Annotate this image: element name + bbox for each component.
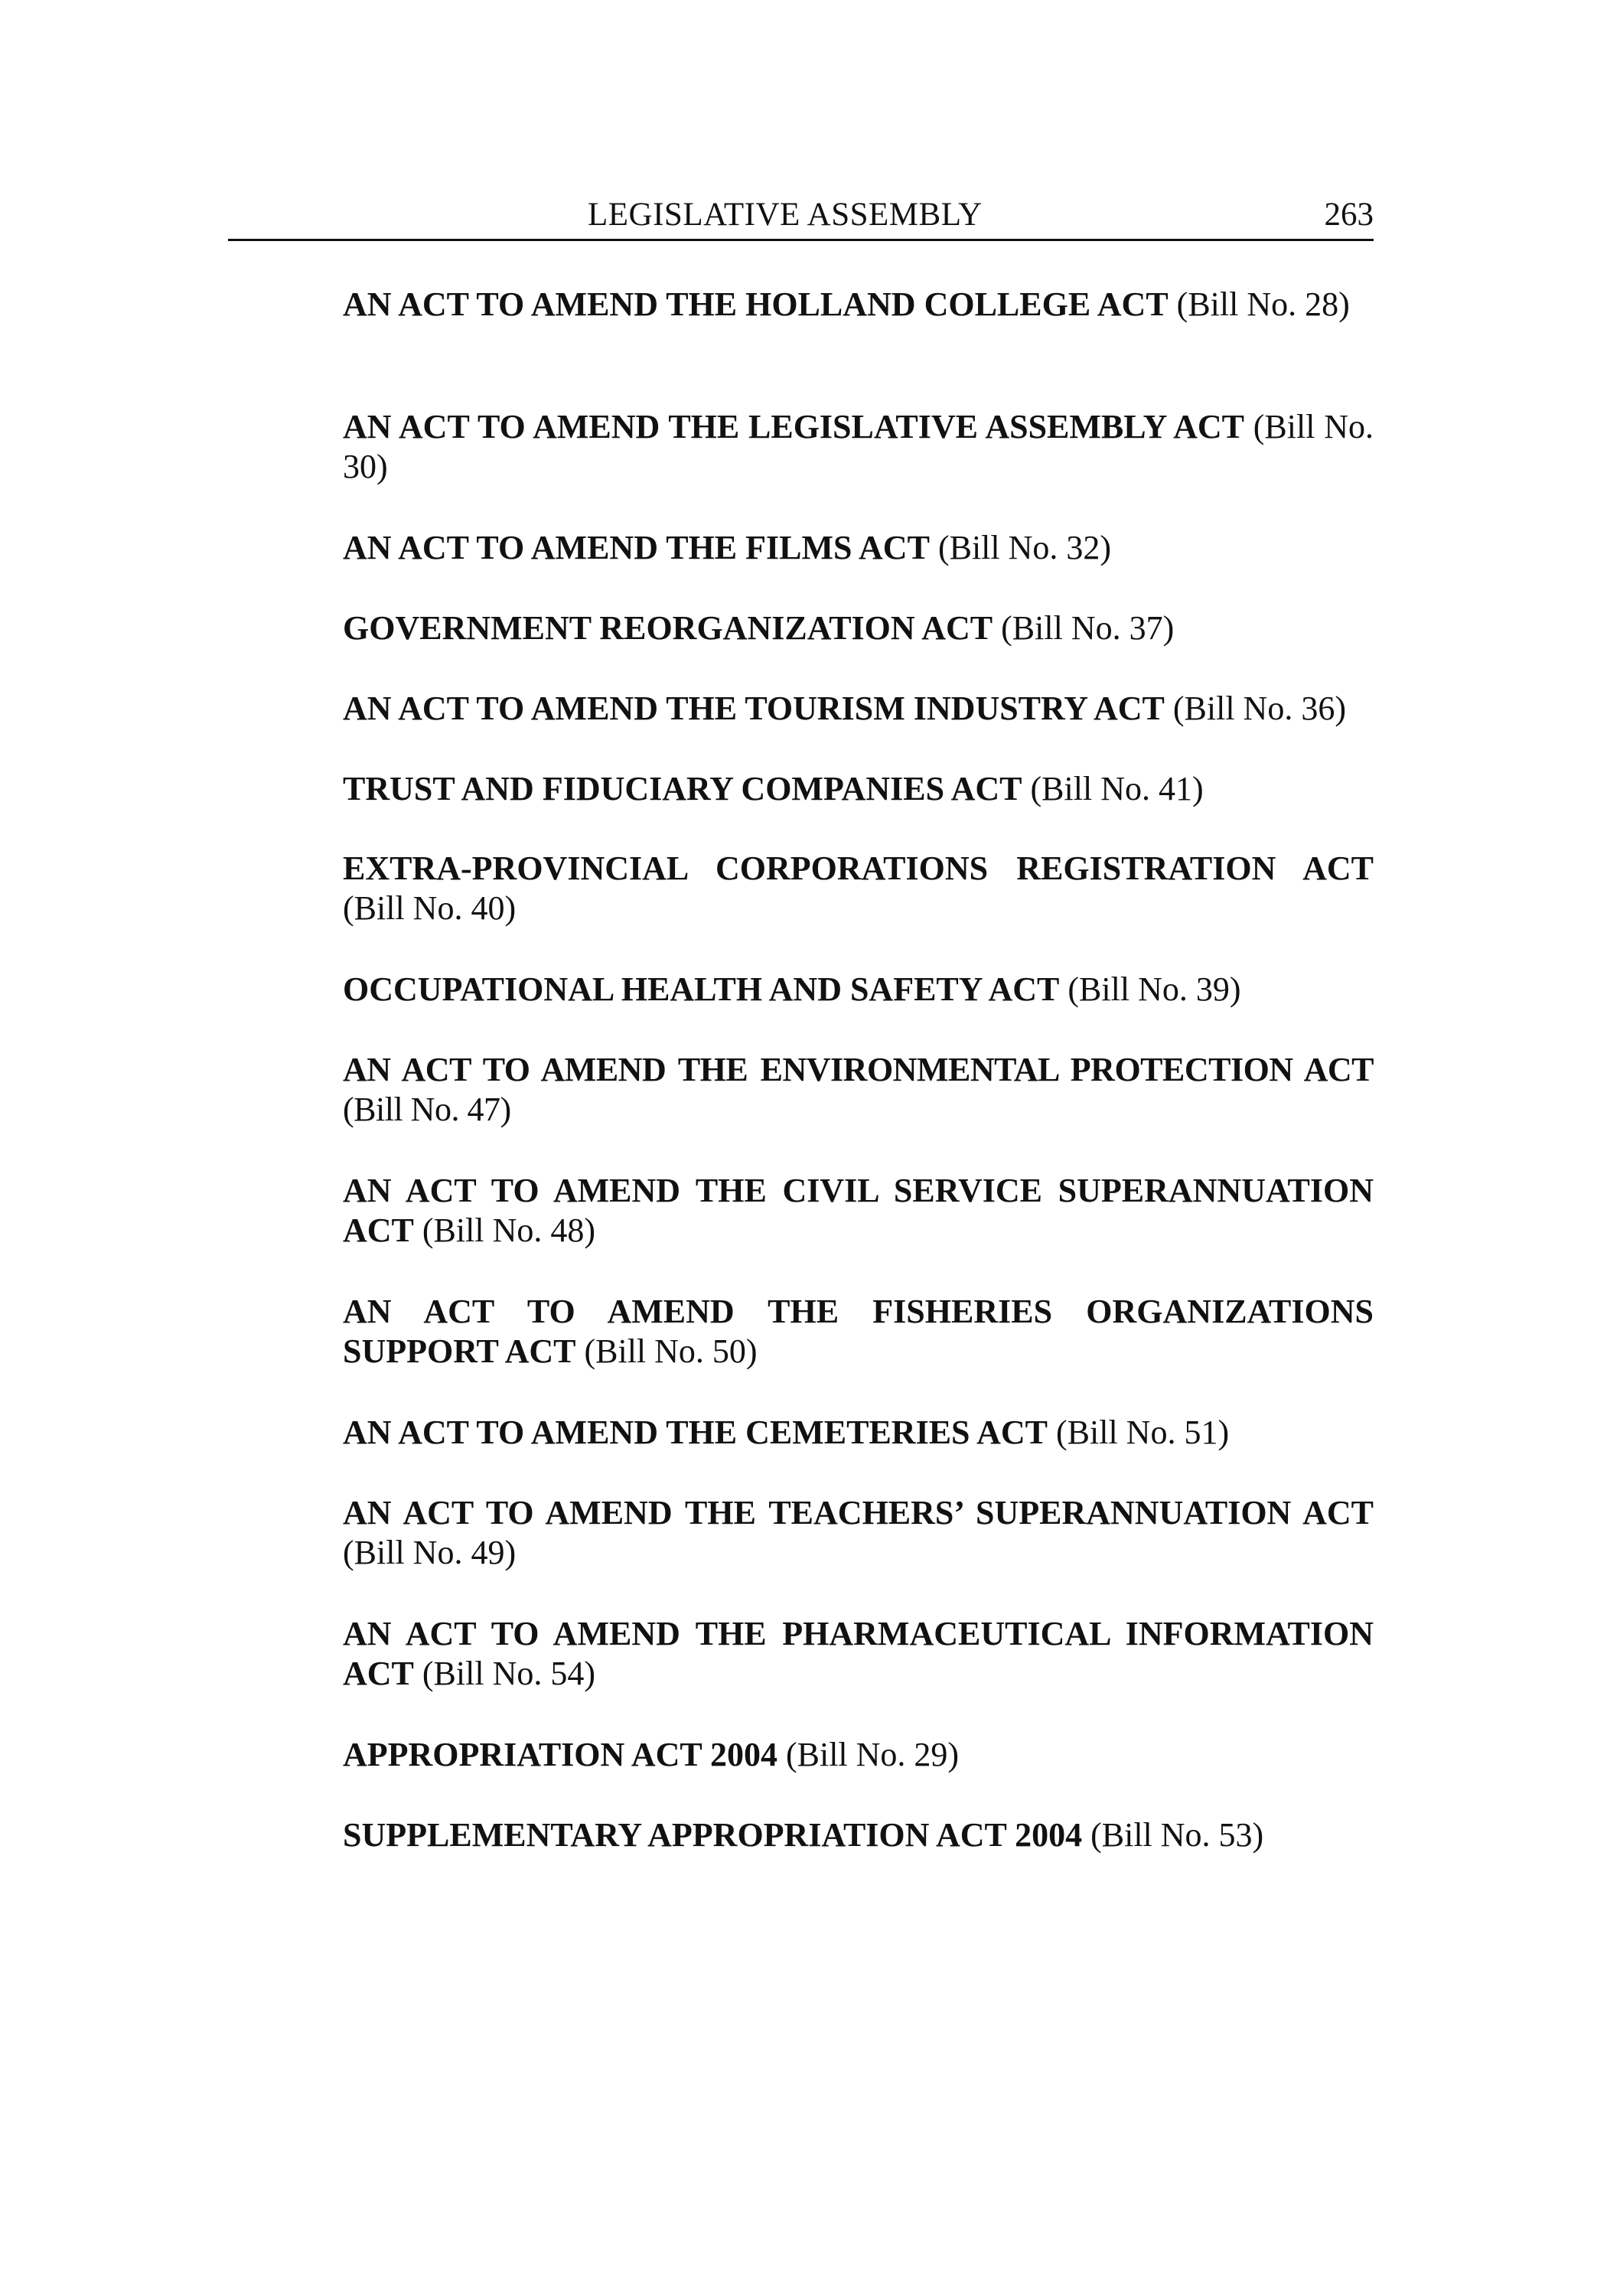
bill-entry [343, 407, 1374, 487]
bill-number: (Bill No. 47) [343, 1091, 511, 1128]
act-title: EXTRA-PROVINCIAL CORPORATIONS REGISTRATION ACT [343, 850, 1374, 887]
act-title: AN ACT TO AMEND THE FILMS ACT [343, 529, 930, 566]
act-title: AN ACT TO AMEND THE LEGISLATIVE ASSEMBLY ACT [343, 408, 1244, 445]
bill-entry [343, 970, 1374, 1009]
bill-entry [343, 1493, 1374, 1573]
act-title: AN ACT TO AMEND THE PHARMACEUTICAL INFORMATION ACT [343, 1615, 1374, 1692]
bill-number: (Bill No. 48) [422, 1212, 596, 1249]
bill-number: (Bill No. 41) [1030, 770, 1204, 807]
act-title: AN ACT TO AMEND THE CEMETERIES ACT [343, 1414, 1048, 1451]
bill-number: (Bill No. 49) [343, 1534, 517, 1571]
bill-entry [343, 1171, 1374, 1251]
act-title: SUPPLEMENTARY APPROPRIATION ACT 2004 [343, 1816, 1083, 1854]
bill-entry [343, 849, 1374, 928]
bill-number: (Bill No. 53) [1090, 1816, 1264, 1854]
act-title: AN ACT TO AMEND THE ENVIRONMENTAL PROTECTION ACT [343, 1051, 1374, 1088]
bill-number: (Bill No. 54) [422, 1655, 596, 1692]
bill-entry [343, 1050, 1374, 1130]
bill-number: (Bill No. 51) [1056, 1414, 1230, 1451]
bill-number: (Bill No. 32) [937, 529, 1112, 566]
bill-entry [343, 1735, 1374, 1775]
bill-number: (Bill No. 40) [343, 889, 517, 927]
act-title: AN ACT TO AMEND THE FISHERIES ORGANIZATIONS SUPPORT ACT [343, 1293, 1374, 1370]
page-number: 263 [1324, 197, 1374, 233]
act-title: AN ACT TO AMEND THE HOLLAND COLLEGE ACT [343, 285, 1169, 323]
bill-number: (Bill No. 36) [1172, 690, 1346, 727]
act-title: APPROPRIATION ACT 2004 [343, 1736, 777, 1773]
act-title: GOVERNMENT REORGANIZATION ACT [343, 609, 993, 647]
bill-number: (Bill No. 39) [1068, 970, 1241, 1008]
header-rule [228, 239, 1374, 241]
bill-entry [343, 689, 1374, 729]
act-title: AN ACT TO AMEND THE TOURISM INDUSTRY ACT [343, 690, 1165, 727]
bill-entry [343, 1292, 1374, 1371]
act-title: OCCUPATIONAL HEALTH AND SAFETY ACT [343, 970, 1060, 1008]
bill-entry [343, 1413, 1374, 1453]
bill-number: (Bill No. 29) [785, 1736, 960, 1773]
bill-entry [343, 1815, 1374, 1855]
act-title: TRUST AND FIDUCIARY COMPANIES ACT [343, 770, 1022, 807]
bill-entry [343, 528, 1374, 568]
bill-number: (Bill No. 37) [1001, 609, 1175, 647]
bill-number: (Bill No. 50) [584, 1332, 758, 1370]
page-header [228, 193, 1374, 239]
bill-entry [343, 769, 1374, 809]
act-title: AN ACT TO AMEND THE TEACHERS’ SUPERANNUATION ACT [343, 1494, 1374, 1531]
bill-entry [343, 608, 1374, 648]
running-title: LEGISLATIVE ASSEMBLY [588, 197, 983, 233]
bill-entry [343, 285, 1374, 325]
bill-number: (Bill No. 28) [1176, 285, 1350, 323]
act-title: AN ACT TO AMEND THE CIVIL SERVICE SUPERANNUATION ACT [343, 1172, 1374, 1249]
bill-number: (Bill No. 30) [343, 408, 1374, 485]
bill-entry [343, 1614, 1374, 1694]
